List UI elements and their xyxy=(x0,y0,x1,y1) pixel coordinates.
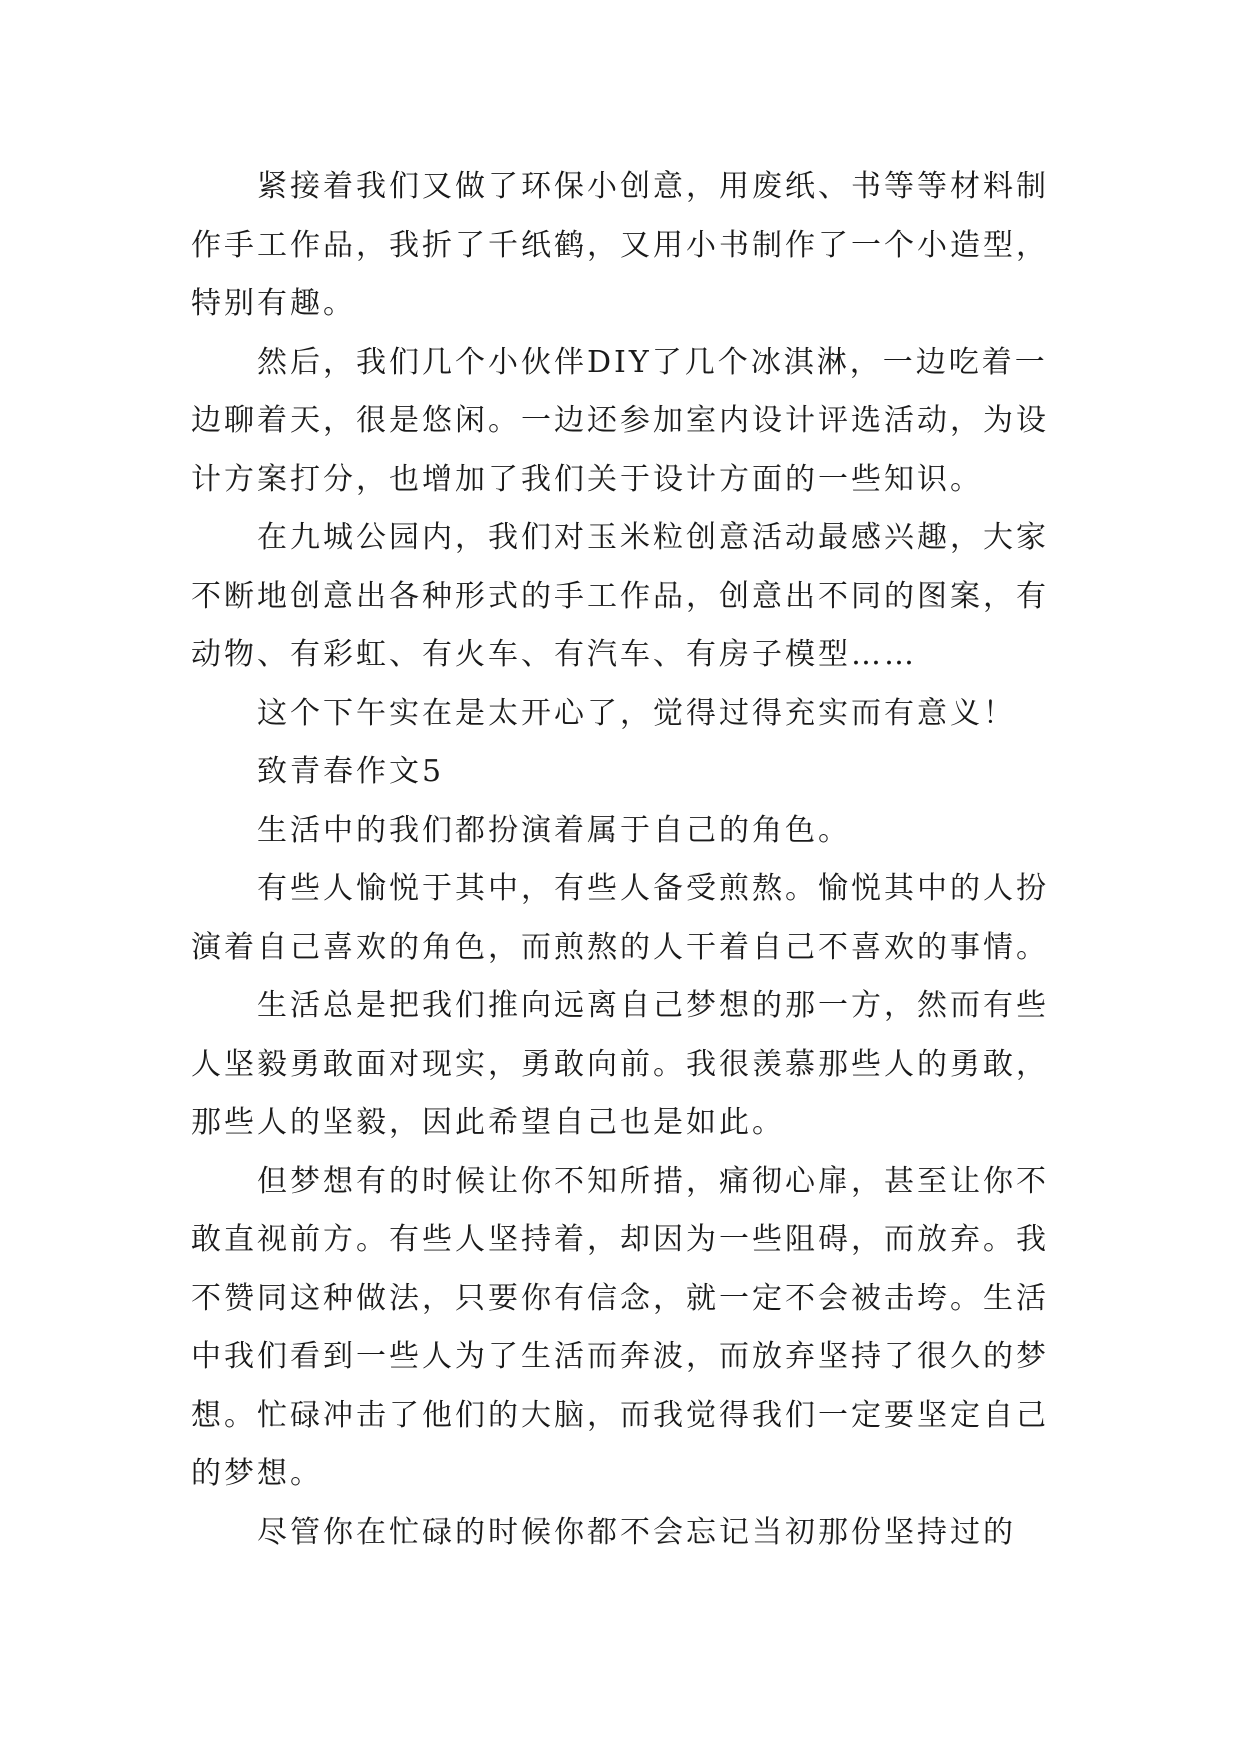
paragraph xyxy=(191,802,1054,861)
text-line: 在九城公园内，我们对玉米粒创意活动最感兴趣，大家 xyxy=(257,520,1049,555)
text-line: 致青春作文5 xyxy=(257,754,445,789)
paragraph xyxy=(191,743,1054,802)
text-line: 尽管你在忙碌的时候你都不会忘记当初那份坚持过的 xyxy=(257,1514,1016,1550)
text-line: 中我们看到一些人为了生活而奔波，而放弃坚持了很久的梦 xyxy=(191,1339,1049,1374)
text-line: 不断地创意出各种形式的手工作品，创意出不同的图案，有 xyxy=(191,578,1049,614)
document-body xyxy=(191,158,1054,1562)
paragraph xyxy=(191,860,1054,977)
text-line: 想。忙碌冲击了他们的大脑，而我觉得我们一定要坚定自己 xyxy=(191,1397,1049,1433)
paragraph xyxy=(191,158,1054,334)
text-line: 有些人愉悦于其中，有些人备受煎熬。愉悦其中的人扮 xyxy=(257,871,1049,906)
text-line: 但梦想有的时候让你不知所措，痛彻心扉，甚至让你不 xyxy=(257,1163,1049,1199)
paragraph xyxy=(191,1153,1054,1504)
text-line: 不赞同这种做法，只要你有信念，就一定不会被击垮。生活 xyxy=(191,1280,1049,1316)
paragraph xyxy=(191,977,1054,1153)
text-line: 这个下午实在是太开心了，觉得过得充实而有意义！ xyxy=(257,695,1016,731)
paragraph xyxy=(191,685,1054,744)
paragraph xyxy=(191,1504,1054,1563)
text-line: 然后，我们几个小伙伴DIY了几个冰淇淋，一边吃着一 xyxy=(257,344,1048,380)
text-line: 演着自己喜欢的角色，而煎熬的人干着自己不喜欢的事情。 xyxy=(191,929,1049,965)
text-line: 敢直视前方。有些人坚持着，却因为一些阻碍，而放弃。我 xyxy=(191,1222,1049,1257)
text-line: 作手工作品，我折了千纸鹤，又用小书制作了一个小造型， xyxy=(191,227,1049,263)
text-line: 的梦想。 xyxy=(191,1456,323,1491)
text-line: 人坚毅勇敢面对现实，勇敢向前。我很羡慕那些人的勇敢， xyxy=(191,1046,1049,1082)
text-line: 计方案打分，也增加了我们关于设计方面的一些知识。 xyxy=(191,461,983,497)
text-line: 边聊着天，很是悠闲。一边还参加室内设计评选活动，为设 xyxy=(191,403,1049,438)
paragraph xyxy=(191,509,1054,685)
text-line: 生活总是把我们推向远离自己梦想的那一方，然而有些 xyxy=(257,988,1049,1023)
text-line: 那些人的坚毅，因此希望自己也是如此。 xyxy=(191,1105,785,1140)
paragraph xyxy=(191,334,1054,510)
text-line: 紧接着我们又做了环保小创意，用废纸、书等等材料制 xyxy=(257,169,1049,204)
text-line: 特别有趣。 xyxy=(191,286,356,321)
text-line: 动物、有彩虹、有火车、有汽车、有房子模型…… xyxy=(191,637,917,672)
text-line: 生活中的我们都扮演着属于自己的角色。 xyxy=(257,812,851,848)
